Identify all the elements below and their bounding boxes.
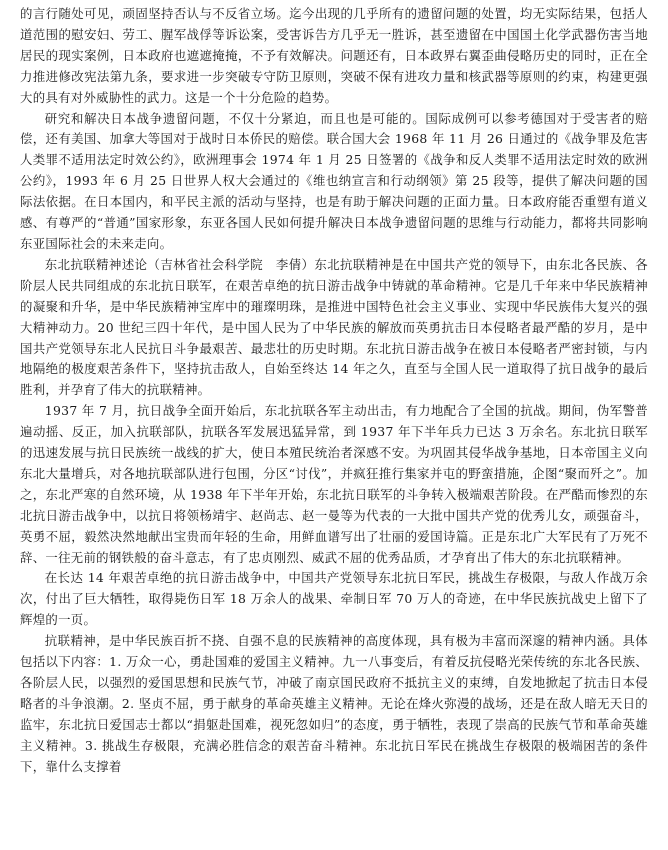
- paragraph-4: 1937 年 7 月，抗日战争全面开始后，东北抗联各军主动出击，有力地配合了全国的抗战。期间，伪军警普遍动摇、反正，加入抗联部队，抗联各军发展迅猛异常，到 1937 年下半年兵力已达 3 万余名。东北抗日联军的迅速发展与抗日民族统一战线的扩大，使日本殖民统治者深感不安。为巩固其侵华战争基地，日本帝国主义向东北大量增兵，对各地抗联部队进行包围，分区“讨伐”，并疯狂推行集家并屯的野蛮措施，企图“聚而歼之”。加之，东北严寒的自然环境，从 1938 年下半年开始，东北抗日联军的斗争转入极端艰苦阶段。在严酷而惨烈的东北抗日游击战争中，以抗日将领杨靖宇、赵尚志、赵一曼等为代表的一大批中国共产党的优秀儿女，顽强奋斗，英勇不屈，毅然决然地献出宝贵而年轻的生命，用鲜血谱写出了壮丽的爱国诗篇。正是东北广大军民有了万死不辞、一往无前的钢铁般的奋斗意志，有了忠贞刚烈、威武不屈的优秀品质，才孕育出了伟大的东北抗联精神。: [20, 403, 648, 565]
- paragraph-3: 东北抗联精神述论（吉林省社会科学院 李倩）东北抗联精神是在中国共产党的领导下，由东北各民族、各阶层人民共同组成的东北抗日联军，在艰苦卓绝的抗日游击战争中铸就的革命精神。它是几千年来中华民族精神的凝聚和升华，是中华民族精神宝库中的璀璨明珠，是推进中国特色社会主义事业、实现中华民族伟大复兴的强大精神动力。20 世纪三四十年代，是中国人民为了中华民族的解放而英勇抗击日本侵略者最严酷的岁月，是中国共产党领导东北人民抗日斗争最艰苦、最悲壮的历史时期。东北抗日游击战争在被日本侵略者严密封锁，与内地隔绝的极度艰苦条件下，坚持抗击敌人，自始至终达 14 年之久，直至与全国人民一道取得了抗日战争的最后胜利，并孕育了伟大的抗联精神。: [20, 256, 648, 398]
- paragraph-1: 的言行随处可见，顽固坚持否认与不反省立场。迄今出现的几乎所有的遗留问题的处置，均无实际结果，包括人道范围的慰安妇、劳工、腥军战俘等诉讼案，受害诉告方几乎无一胜诉，甚至遗留在中国国土化学武器伤害当地居民的现实案例，日本政府也遮遮掩掩，不予有效解决。问题还有，日本政界右翼歪曲侵略历史的同时，正在全力推进修改宪法第九条，要求进一步突破专守防卫原则，突破不保有进攻力量和核武器等原则的约束，构建更强大的具有对外威胁性的武力。这是一个十分危险的趋势。: [20, 6, 648, 105]
- paragraph-5: 在长达 14 年艰苦卓绝的抗日游击战争中，中国共产党领导东北抗日军民，挑战生存极限，与敌人作战万余次，付出了巨大牺牲，取得毙伤日军 18 万余人的战果、牵制日军 70 万人的奇迹，在中华民族抗战史上留下了辉煌的一页。: [20, 570, 648, 628]
- paragraph-6: 抗联精神，是中华民族百折不挠、自强不息的民族精神的高度体现，具有极为丰富而深邃的精神内涵。具体包括以下内容：1. 万众一心，勇赴国难的爱国主义精神。九一八事变后，有着反抗侵略光荣传统的东北各民族、各阶层人民，以强烈的爱国思想和民族气节，冲破了南京国民政府不抵抗主义的束缚，自发地掀起了抗击日本侵略者的斗争浪潮。2. 坚贞不屈，勇于献身的革命英雄主义精神。无论在烽火弥漫的战场，还是在敌人暗无天日的监牢，东北抗日爱国志士都以“捐躯赴国难，视死忽如归”的态度，勇于牺牲，表现了崇高的民族气节和革命英雄主义精神。3. 挑战生存极限，充满必胜信念的艰苦奋斗精神。东北抗日军民在挑战生存极限的极端困苦的条件下，靠什么支撑着: [20, 633, 648, 774]
- paragraph-2: 研究和解决日本战争遗留问题，不仅十分紧迫，而且也是可能的。国际成例可以参考德国对于受害者的赔偿，还有美国、加拿大等国对于战时日本侨民的赔偿。联合国大会 1968 年 11 月 26 日通过的《战争罪及危害人类罪不适用法定时效公约》，欧洲理事会 1974 年 1 月 25 日签署的《战争和反人类罪不适用法定时效的欧洲公约》，1993 年 6 月 25 日世界人权大会通过的《维也纳宣言和行动纲领》第 25 段等，提供了解决问题的国际法依据。在日本国内，和平民主派的活动与坚持，也是有助于解决问题的正面力量。日本政府能否重塑有道义感、有尊严的“普通”国家形象，东亚各国人民如何提升解决日本战争遗留问题的思维与行动能力，都将共同影响东亚国际社会的未来走向。: [20, 110, 648, 251]
